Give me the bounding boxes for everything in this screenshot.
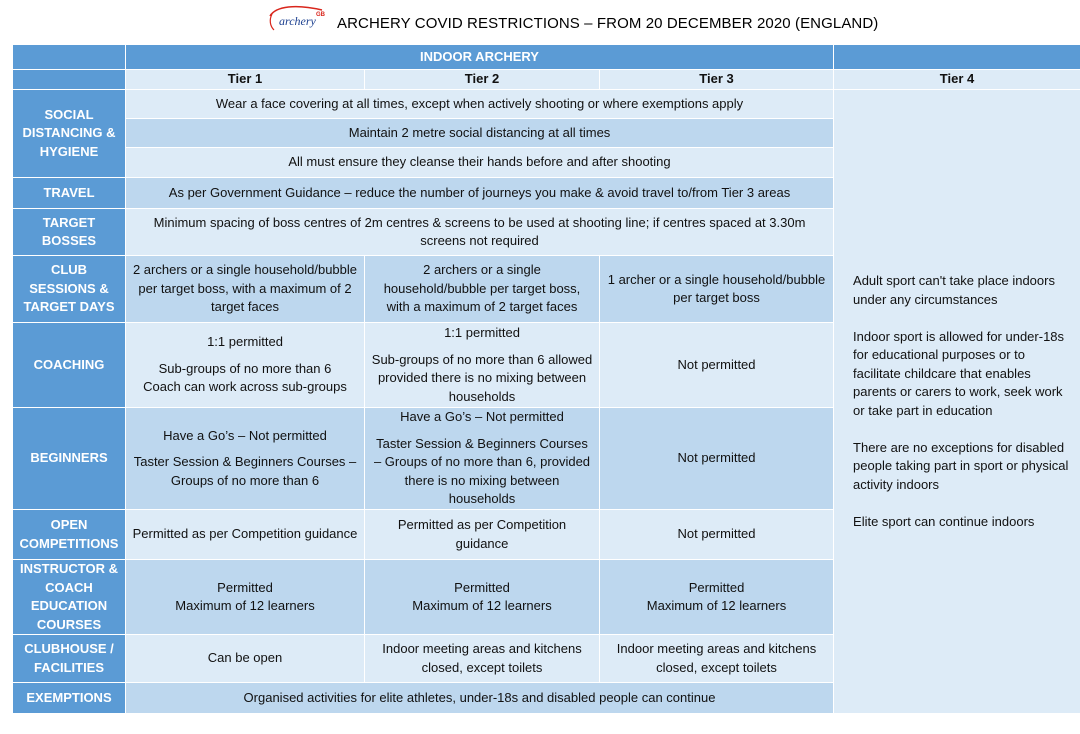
logo-gb: GB <box>316 12 325 18</box>
club-sessions-tier-3: 1 archer or a single household/bubble per target boss <box>600 256 834 323</box>
beginners-tier-2 <box>365 408 600 510</box>
row-label-exemptions: EXEMPTIONS <box>13 683 126 714</box>
beginners-tier-3: Not permitted <box>600 408 834 510</box>
row-label-social-distancing: SOCIAL DISTANCING & HYGIENE <box>13 90 126 178</box>
row-label-club-sessions: CLUB SESSIONS & TARGET DAYS <box>13 256 126 323</box>
social-distance-2m: Maintain 2 metre social distancing at all times <box>126 119 834 148</box>
banner-blank-cell <box>834 45 1080 70</box>
coaching-tier-2 <box>365 323 600 408</box>
row-header-blank <box>13 70 126 90</box>
instructor-tier-3 <box>600 560 834 635</box>
instructor-permitted: Permitted <box>688 579 745 595</box>
tier-4-note: Indoor sport is allowed for under-18s for educational purposes or to facilitate childcare that enables parents or carers to work, seek work or take part in education <box>853 328 1065 418</box>
row-label-clubhouse: CLUBHOUSE / FACILITIES <box>13 635 126 683</box>
tier-3-header: Tier 3 <box>600 70 834 90</box>
instructor-tier-1 <box>126 560 365 635</box>
coaching-tier-3: Not permitted <box>600 323 834 408</box>
coaching-t2-line: Sub-groups of no more than 6 allowed provided there is no mixing between households <box>371 351 593 404</box>
tier-2-header: Tier 2 <box>365 70 600 90</box>
open-competitions-tier-3: Not permitted <box>600 510 834 560</box>
clubhouse-tier-1: Can be open <box>126 635 365 683</box>
open-competitions-tier-2: Permitted as per Competition guidance <box>365 510 600 560</box>
coaching-t1-line: Coach can work across sub-groups <box>143 379 347 395</box>
indoor-archery-banner: INDOOR ARCHERY <box>126 45 834 70</box>
logo-text: archery <box>279 14 316 28</box>
tier-4-note: There are no exceptions for disabled people taking part in sport or physical activity indoors <box>853 439 1069 492</box>
travel-guidance: As per Government Guidance – reduce the number of journeys you make & avoid travel to/from Tier 3 areas <box>126 178 834 209</box>
coaching-t1-line: 1:1 permitted <box>207 334 283 350</box>
instructor-max: Maximum of 12 learners <box>646 598 787 613</box>
coaching-t2-line: 1:1 permitted <box>444 325 520 340</box>
corner-cell <box>13 45 126 70</box>
open-competitions-tier-1: Permitted as per Competition guidance <box>126 510 365 560</box>
beginners-t1-line: Taster Session & Beginners Courses – Groups of no more than 6 <box>133 454 357 488</box>
instructor-tier-2 <box>365 560 600 635</box>
coaching-tier-1 <box>126 323 365 408</box>
row-label-open-competitions: OPEN COMPETITIONS <box>13 510 126 560</box>
instructor-max: Maximum of 12 learners <box>175 598 315 613</box>
club-sessions-tier-1: 2 archers or a single household/bubble per target boss, with a maximum of 2 target faces <box>126 256 365 323</box>
restrictions-table <box>12 44 1080 714</box>
exemptions-text: Organised activities for elite athletes, under-18s and disabled people can continue <box>126 683 834 714</box>
page-header <box>0 0 1080 40</box>
instructor-max: Maximum of 12 learners <box>412 598 552 613</box>
beginners-t2-line: Have a Go’s – Not permitted <box>400 409 564 425</box>
clubhouse-tier-2: Indoor meeting areas and kitchens closed, except toilets <box>365 635 600 683</box>
tier-4-note: Elite sport can continue indoors <box>853 513 1035 529</box>
row-label-coaching: COACHING <box>13 323 126 408</box>
row-label-travel: TRAVEL <box>13 178 126 209</box>
tier-4-note: Adult sport can't take place indoors under any circumstances <box>853 273 1055 307</box>
social-hand-hygiene: All must ensure they cleanse their hands before and after shooting <box>126 148 834 178</box>
row-label-target-bosses: TARGET BOSSES <box>13 209 126 256</box>
tier-1-header: Tier 1 <box>126 70 365 90</box>
coaching-t1-line: Sub-groups of no more than 6 <box>158 360 332 376</box>
row-label-beginners: BEGINNERS <box>13 408 126 510</box>
beginners-t1-line: Have a Go’s – Not permitted <box>163 427 327 443</box>
row-label-instructor-courses: INSTRUCTOR & COACH EDUCATION COURSES <box>13 560 126 635</box>
beginners-t2-line: Taster Session & Beginners Courses – Groups of no more than 6, provided there is no mixing between households <box>373 435 591 507</box>
clubhouse-tier-3: Indoor meeting areas and kitchens closed, except toilets <box>600 635 834 683</box>
social-face-covering: Wear a face covering at all times, except when actively shooting or where exemptions apply <box>126 90 834 119</box>
page-title: ARCHERY COVID RESTRICTIONS – FROM 20 DECEMBER 2020 (ENGLAND) <box>337 15 879 32</box>
beginners-tier-1 <box>126 408 365 510</box>
tier-4-header: Tier 4 <box>834 70 1080 90</box>
archery-gb-logo <box>266 4 336 34</box>
tier-4-notes <box>834 90 1080 714</box>
club-sessions-tier-2: 2 archers or a single household/bubble per target boss, with a maximum of 2 target faces <box>365 256 600 323</box>
target-bosses-spacing: Minimum spacing of boss centres of 2m centres & screens to be used at shooting line; if centres spaced at 3.30m screens not required <box>126 209 834 256</box>
instructor-permitted: Permitted <box>217 579 273 595</box>
instructor-permitted: Permitted <box>454 579 510 595</box>
